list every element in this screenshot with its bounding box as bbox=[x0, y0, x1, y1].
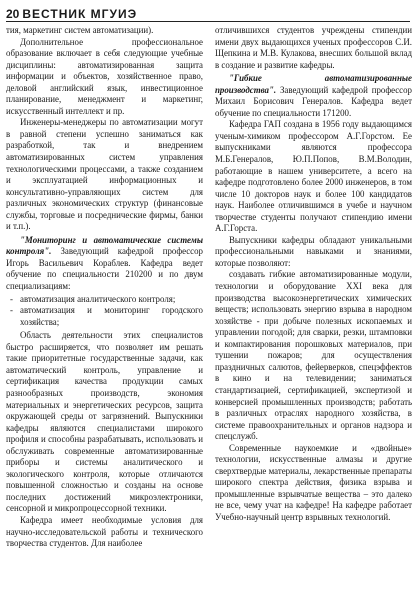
paragraph: Инженеры-менеджеры по автоматизации могут в равной степени успешно заниматься как разработкой, так и внедрением автоматизированных систем управления технологическими процессами, а также созданием и эксплуатацией информационных и консультативно-управляющих систем для различных экономических структур (финансовые службы, торговые и посреднические фирмы, банки и т.п.). bbox=[6, 117, 203, 232]
paragraph: создавать гибкие автоматизированные модули, технологии и оборудование XXI века для производства высокоэнергетических химических веществ; использовать энергию взрыва в народном хозяйстве - при добыче полезных ископаемых и управлении погодой; для сварки, резки, штамповки и компактирования порошковых материалов, при тушении пожаров; для осуществления праздничных салютов, фейерверков, спецэффектов в кино и на телевидении; заниматься стандартизацией, сертификацией, экспертизой и конверсией промышленных производств; работать в различных отраслях народного хозяйства, в системе правоохранительных и органов надзора и спецслужб. bbox=[215, 269, 412, 442]
paragraph: Выпускники кафедры обладают уникальными профессиональными навыками и знаниями, которые позволяют: bbox=[215, 234, 412, 268]
left-column bbox=[6, 25, 203, 550]
section-title: "Гибкие автоматизированные производства". bbox=[215, 73, 412, 95]
paragraph: Современные наукоемкие и «двойные» технологии, искусственные алмазы и другие сверхтвердые материалы, лекарственные препараты широкого спектра действия, физика взрыва и промышленные взрывчатые вещества – это далеко не все, чему учат на кафедре! На кафедре работает Учебно-научный центр взрывных технологий. bbox=[215, 442, 412, 522]
paragraph-text: Заведующий кафедрой профессор Михаил Борисович Генералов. Кафедра ведет обучение по специальности 171200. bbox=[215, 84, 412, 118]
department-paragraph bbox=[215, 73, 412, 119]
right-column bbox=[215, 25, 412, 524]
department-paragraph bbox=[6, 235, 203, 293]
paragraph: тия, маркетинг систем автоматизации). bbox=[6, 25, 154, 35]
list-item: - автоматизация аналитического контроля; bbox=[6, 294, 203, 306]
paragraph: Область деятельности этих специалистов быстро расширяется, что позволяет им решать такие приоритетные государственные задачи, как автоматический контроль, управление и сертификация качества продукции самых разнообразных производств, экономия материальных и энергетических ресурсов, защита окружающей среды от загрязнений. Выпускники кафедры являются специалистами широкого профиля и способны разрабатывать, использовать и обслуживать современные автоматизированные приборы и системы аналитического и экологического контроля, которые отличаются повышенной сложностью и созданы на основе последних достижений микроэлектроники, сенсорной и микропроцессорной техники. bbox=[6, 330, 203, 514]
paragraph: Дополнительное профессиональное образование включает в себя следующие учебные дисциплины: автоматизированная защита информации и объектов, хозяйственное право, деловой английский язык, инвестиционное планирование, менеджмент и маркетинг, искусственный интеллект и пр. bbox=[6, 36, 203, 116]
paragraph: Кафедра ГАП создана в 1956 году выдающимся ученым-химиком профессором А.Г.Горстом. Ее выпускниками являются профессора М.Б.Генералов, Ю.П.Попов, В.М.Володин, работающие в нашем университете, а всего на кафедре подготовлено более 2000 инженеров, в том числе 10 докторов наук и более 100 кандидатов наук. Наиболее отличившимся в учебе и научном творчестве студенты получают стипендию имени А.Г.Горста. bbox=[215, 119, 412, 234]
paragraph: отличившихся студентов учреждены стипендии имени двух выдающихся ученых профессоров С.И. Щепкина и М.В. Кулакова, внесших большой вклад в создание и развитие кафедры. bbox=[215, 25, 412, 70]
page-number: 20 bbox=[6, 7, 20, 21]
journal-title: ВЕСТНИК МГУИЭ bbox=[22, 7, 138, 21]
section-title: "Мониторинг и автоматические системы контроля". bbox=[6, 234, 203, 257]
page-header bbox=[6, 3, 410, 22]
paragraph-text: Заведующий кафедрой профессор Игорь Васильевич Кораблев. Кафедра ведет обучение по специальности 210200 и по двум специализациям: bbox=[6, 246, 203, 292]
list-item: - автоматизация и мониторинг городского хозяйства; bbox=[6, 305, 203, 328]
specialization-list bbox=[6, 294, 203, 329]
paragraph: Кафедра имеет необходимые условия для научно-исследовательской работы и технического творчества студентов. Для наиболее bbox=[6, 514, 203, 549]
